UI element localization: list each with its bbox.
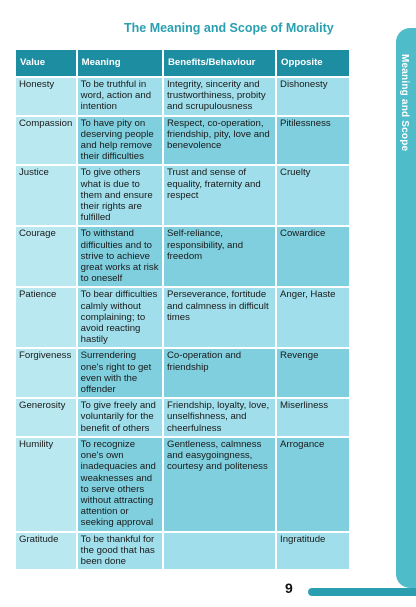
cell-opposite: Cruelty bbox=[277, 164, 349, 225]
cell-meaning: To recognize one's own inadequacies and weaknesses and to serve others without attracting attention or seeking approval bbox=[78, 436, 164, 531]
page-number: 9 bbox=[285, 580, 293, 596]
header-meaning: Meaning bbox=[78, 50, 164, 76]
table-row bbox=[16, 164, 349, 225]
cell-value: Forgiveness bbox=[16, 347, 78, 397]
cell-value: Honesty bbox=[16, 76, 78, 115]
table-row bbox=[16, 76, 349, 115]
cell-meaning: To give freely and voluntarily for the benefit of others bbox=[78, 397, 164, 436]
cell-meaning: To withstand difficulties and to strive to achieve great works at risk to oneself bbox=[78, 225, 164, 286]
cell-benefits: Trust and sense of equality, fraternity and respect bbox=[164, 164, 277, 225]
side-tab-label: Meaning and Scope bbox=[399, 54, 410, 152]
side-tab bbox=[396, 28, 416, 588]
cell-benefits: Gentleness, calmness and easygoingness, courtesy and politeness bbox=[164, 436, 277, 531]
cell-value: Patience bbox=[16, 286, 78, 347]
table-row bbox=[16, 347, 349, 397]
cell-benefits: Friendship, loyalty, love, unselfishness, and cheerfulness bbox=[164, 397, 277, 436]
cell-benefits: Self-reliance, responsibility, and freedom bbox=[164, 225, 277, 286]
cell-opposite: Arrogance bbox=[277, 436, 349, 531]
cell-meaning: To be truthful in word, action and intention bbox=[78, 76, 164, 115]
cell-meaning: To be thankful for the good that has been done bbox=[78, 531, 164, 570]
cell-opposite: Pitilessness bbox=[277, 115, 349, 165]
cell-opposite: Cowardice bbox=[277, 225, 349, 286]
cell-value: Compassion bbox=[16, 115, 78, 165]
header-opposite: Opposite bbox=[277, 50, 349, 76]
cell-opposite: Revenge bbox=[277, 347, 349, 397]
table-row bbox=[16, 397, 349, 436]
cell-meaning: Surrendering one's right to get even with the offender bbox=[78, 347, 164, 397]
cell-meaning: To give others what is due to them and ensure their rights are fulfilled bbox=[78, 164, 164, 225]
table-header-row bbox=[16, 50, 349, 76]
cell-meaning: To have pity on deserving people and help remove their difficulties bbox=[78, 115, 164, 165]
header-value: Value bbox=[16, 50, 78, 76]
header-benefits: Benefits/Behaviour bbox=[164, 50, 277, 76]
cell-opposite: Dishonesty bbox=[277, 76, 349, 115]
footer-bar bbox=[308, 588, 416, 596]
cell-value: Justice bbox=[16, 164, 78, 225]
cell-opposite: Miserliness bbox=[277, 397, 349, 436]
table-row bbox=[16, 286, 349, 347]
cell-opposite: Anger, Haste bbox=[277, 286, 349, 347]
table-row bbox=[16, 531, 349, 570]
cell-value: Gratitude bbox=[16, 531, 78, 570]
cell-value: Humility bbox=[16, 436, 78, 531]
table-row bbox=[16, 115, 349, 165]
page-title: The Meaning and Scope of Morality bbox=[124, 21, 334, 35]
table-row bbox=[16, 436, 349, 531]
table-row bbox=[16, 225, 349, 286]
cell-value: Courage bbox=[16, 225, 78, 286]
cell-benefits: Perseverance, fortitude and calmness in difficult times bbox=[164, 286, 277, 347]
cell-benefits: Respect, co-operation, friendship, pity, love and benevolence bbox=[164, 115, 277, 165]
morality-table bbox=[16, 50, 349, 569]
cell-benefits bbox=[164, 531, 277, 570]
cell-meaning: To bear difficulties calmly without complaining; to avoid reacting hastily bbox=[78, 286, 164, 347]
cell-opposite: Ingratitude bbox=[277, 531, 349, 570]
cell-benefits: Integrity, sincerity and trustworthiness, probity and scrupulousness bbox=[164, 76, 277, 115]
cell-value: Generosity bbox=[16, 397, 78, 436]
cell-benefits: Co-operation and friendship bbox=[164, 347, 277, 397]
